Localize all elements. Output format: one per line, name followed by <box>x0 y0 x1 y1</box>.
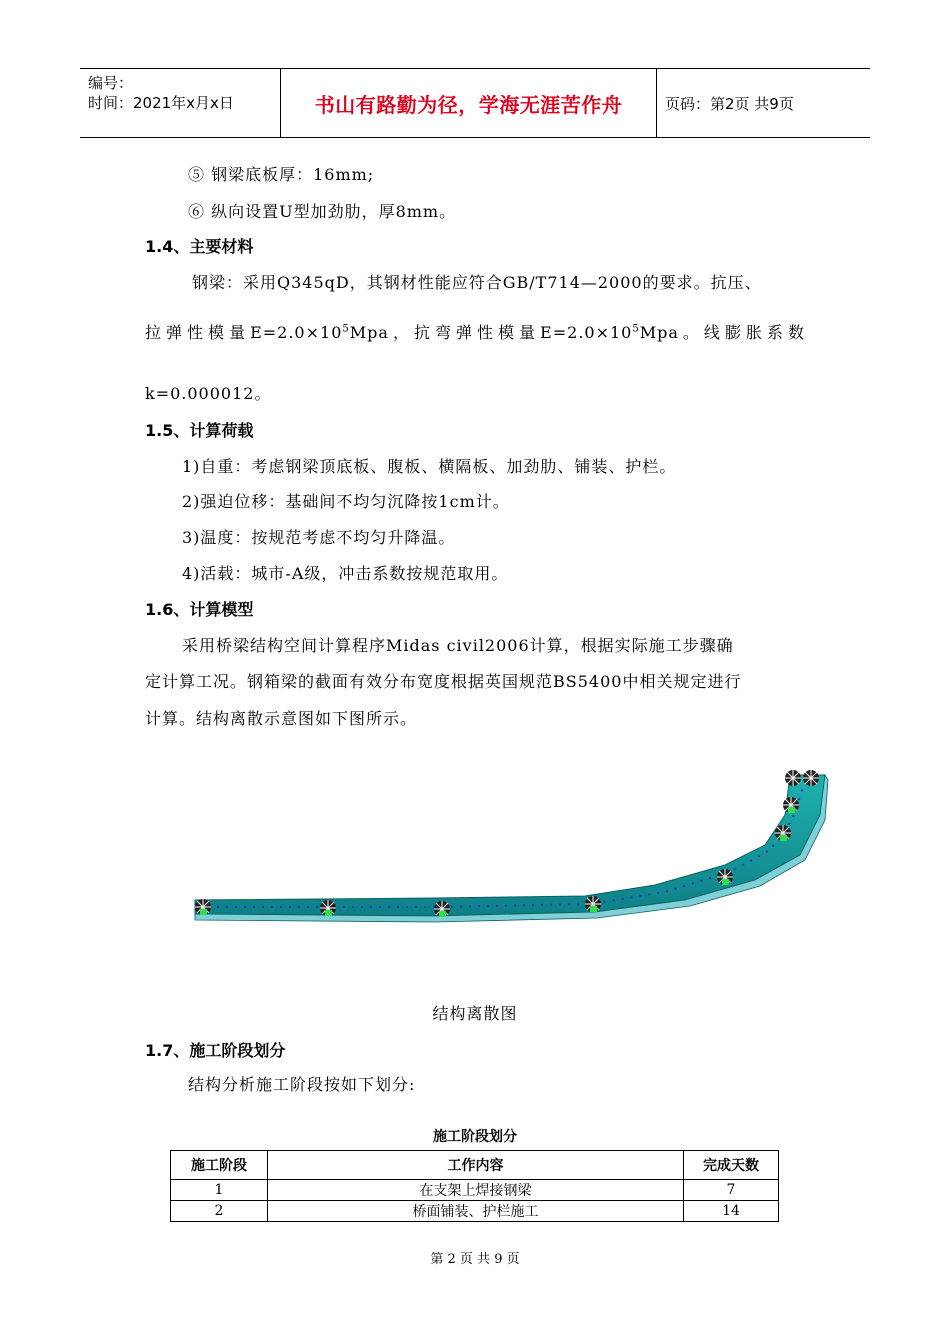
support-node <box>717 869 733 885</box>
materials-line-3: k=0.000012。 <box>145 384 272 403</box>
table-title: 施工阶段划分 <box>433 1129 517 1145</box>
support-node <box>775 825 791 841</box>
load-item-3: 3)温度：按规范考虑不均匀升降温。 <box>182 528 456 547</box>
header-work: 工作内容 <box>268 1151 684 1180</box>
support-node <box>320 900 336 916</box>
support-node <box>434 901 450 917</box>
item-6: ⑥ 纵向设置U型加劲肋，厚8mm。 <box>188 202 457 221</box>
structure-discretization-figure <box>185 760 835 940</box>
model-para-line-1: 采用桥梁结构空间计算程序Midas civil2006计算，根据实际施工步骤确 <box>182 636 734 655</box>
materials-line-2 <box>145 320 805 343</box>
header-motto: 书山有路勤为径，学海无涯苦作舟 <box>281 69 657 137</box>
table-row <box>171 1201 779 1222</box>
cell-work: 在支架上焊接钢梁 <box>268 1180 684 1201</box>
exponent-1: 5 <box>342 323 350 335</box>
table-row <box>171 1180 779 1201</box>
cell-days: 7 <box>684 1180 779 1201</box>
cell-stage: 1 <box>171 1180 268 1201</box>
support-node <box>803 770 819 786</box>
section-1-6-title: 1.6、计算模型 <box>145 600 254 619</box>
cell-stage: 2 <box>171 1201 268 1222</box>
page-header <box>80 68 870 138</box>
page-footer: 第 2 页 共 9 页 <box>430 1252 520 1267</box>
section-1-5-title: 1.5、计算荷载 <box>145 421 254 440</box>
item-5: ⑤ 钢梁底板厚：16mm; <box>188 165 375 184</box>
document-date: 时间：2021年x月x日 <box>88 94 234 112</box>
section-1-4-title: 1.4、主要材料 <box>145 237 254 256</box>
model-para-line-2: 定计算工况。钢箱梁的截面有效分布宽度根据英国规范BS5400中相关规定进行 <box>145 672 742 691</box>
cell-work: 桥面铺装、护栏施工 <box>268 1201 684 1222</box>
header-meta <box>80 69 281 137</box>
load-item-1: 1)自重：考虑钢梁顶底板、腹板、横隔板、加劲肋、铺装、护栏。 <box>182 457 677 476</box>
load-item-4: 4)活载：城市-A级，冲击系数按规范取用。 <box>182 564 509 583</box>
exponent-2: 5 <box>632 323 640 335</box>
stage-intro: 结构分析施工阶段按如下划分: <box>188 1075 416 1094</box>
support-node <box>195 899 211 915</box>
construction-stage-table <box>170 1150 779 1222</box>
materials-line-2c: Mpa。线膨胀系数 <box>639 323 805 342</box>
section-1-7-title: 1.7、施工阶段划分 <box>145 1041 286 1060</box>
document-number-label: 编号： <box>88 74 134 92</box>
model-para-line-3: 计算。结构离散示意图如下图所示。 <box>145 709 418 728</box>
materials-line-2b: Mpa，抗弯弹性模量E=2.0×10 <box>349 323 633 342</box>
support-node <box>585 896 601 912</box>
cell-days: 14 <box>684 1201 779 1222</box>
load-item-2: 2)强迫位移：基础间不均匀沉降按1cm计。 <box>182 492 510 511</box>
support-node <box>783 797 799 813</box>
materials-line-1: 钢梁：采用Q345qD，其钢材性能应符合GB/T714—2000的要求。抗压、 <box>192 273 762 292</box>
header-stage: 施工阶段 <box>171 1151 268 1180</box>
support-node <box>785 770 801 786</box>
header-days: 完成天数 <box>684 1151 779 1180</box>
table-header-row <box>171 1151 779 1180</box>
materials-line-2a: 拉弹性模量E=2.0×10 <box>145 323 343 342</box>
figure-caption: 结构离散图 <box>432 1004 518 1023</box>
header-page-info: 页码：第2页 共9页 <box>665 94 794 113</box>
bridge-deck-shape <box>195 775 825 916</box>
